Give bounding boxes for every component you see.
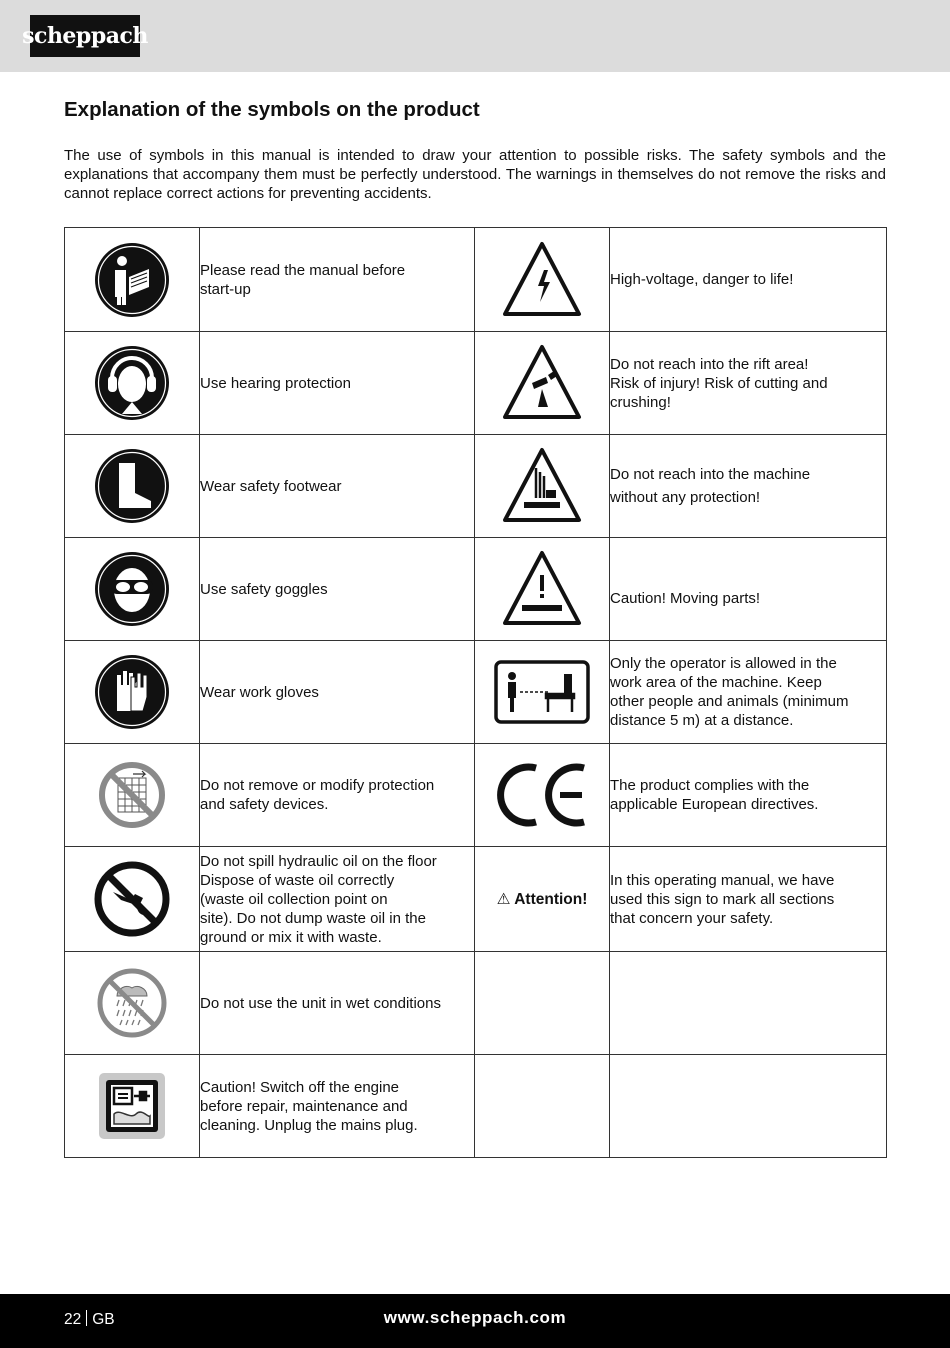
- high-voltage-warning-icon: [502, 240, 582, 320]
- header-band: [0, 0, 950, 72]
- operator-area-icon: [494, 660, 590, 724]
- table-row: Do not remove or modify protection and safety devices. The product complies with the applicable European directives.: [65, 744, 887, 847]
- no-modify-guard-icon: [97, 760, 167, 830]
- table-row: Use safety goggles Caution! Moving parts!: [65, 538, 887, 641]
- attention-label: ⚠ Attention!: [496, 890, 588, 908]
- symbols-table: [64, 227, 887, 1158]
- intro-paragraph: The use of symbols in this manual is intended to draw your attention to possible risks. The safety symbols and the explanations that accompany them must be perfectly understood. The warnings in themselves do not remove the risks and cannot replace correct actions for preventing accidents.: [64, 147, 886, 202]
- hand-crush-warning-icon: [502, 343, 582, 423]
- table-row: Use hearing protection Do not reach into the rift area! Risk of injury! Risk of cutting and crushing!: [65, 332, 887, 435]
- table-row: Wear work gloves Only the operator is allowed in the work area of the machine. Keep other people and animals (minimum distance 5 m) at a distance.: [65, 641, 887, 744]
- table-row: Wear safety footwear Do not reach into the machine without any protection!: [65, 435, 887, 538]
- table-row: Caution! Switch off the engine before repair, maintenance and cleaning. Unplug the mains plug.: [65, 1055, 887, 1158]
- hearing-protection-icon: [93, 344, 171, 422]
- no-wet-conditions-icon: [95, 966, 169, 1040]
- safety-footwear-icon: [93, 447, 171, 525]
- safety-goggles-icon: [93, 550, 171, 628]
- table-row: Do not use the unit in wet conditions: [65, 952, 887, 1055]
- page-number: 22 GB: [64, 1311, 115, 1328]
- table-row: Do not spill hydraulic oil on the floor Dispose of waste oil correctly (waste oil collection point on site). Do not dump waste oil in the ground or mix it with waste. ⚠ Attention! In this operating manual, we have used this sign to mark all sections that concern your safety.: [65, 847, 887, 952]
- read-manual-icon: [93, 241, 171, 319]
- unplug-before-maintenance-icon: [98, 1072, 166, 1140]
- footer-website-link[interactable]: www.scheppach.com: [383, 1308, 567, 1327]
- ce-mark-icon: [496, 760, 588, 830]
- machine-reach-warning-icon: [502, 446, 582, 526]
- table-row: Please read the manual before start-up High-voltage, danger to life!: [65, 228, 887, 332]
- work-gloves-icon: [93, 653, 171, 731]
- no-oil-spill-icon: [93, 860, 171, 938]
- moving-parts-warning-icon: [502, 549, 582, 629]
- scheppach-logo: scheppach: [30, 15, 140, 57]
- page-title: Explanation of the symbols on the product: [64, 98, 480, 121]
- footer-band: [0, 1294, 950, 1348]
